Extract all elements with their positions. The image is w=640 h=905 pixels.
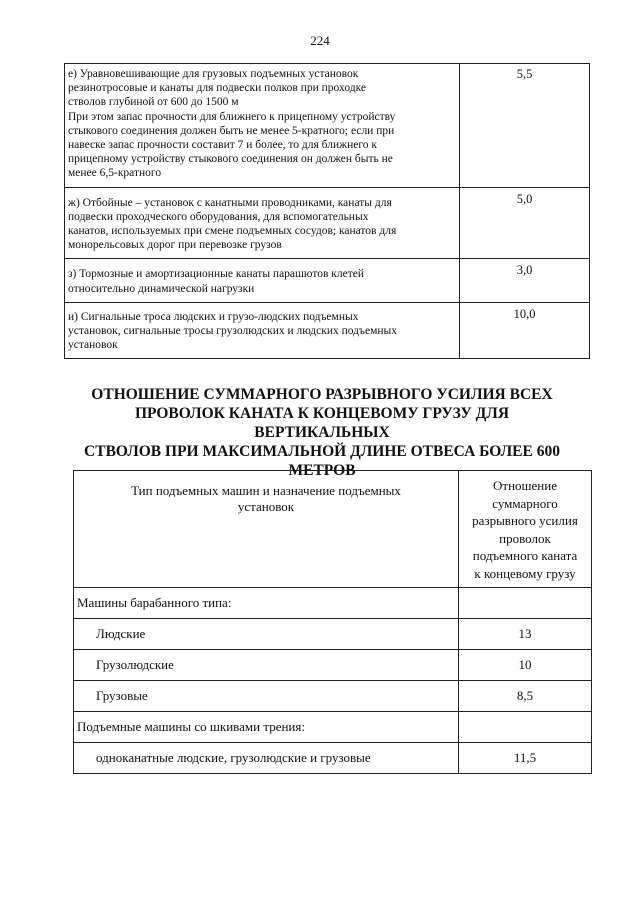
table-row <box>74 742 592 773</box>
text-line: навеске запас прочности составит 7 и более, то для ближнего к <box>68 139 377 152</box>
row-value: 3,0 <box>460 259 590 302</box>
text-line: При этом запас прочности для ближнего к прицепному устройству <box>68 110 396 123</box>
text-line: установок, сигнальные тросы грузолюдских и людских подъемных <box>68 325 397 338</box>
row-value <box>459 587 592 618</box>
text-line: прицепному устройству стыкового соединения он должен быть не <box>68 153 393 166</box>
table-row <box>65 302 590 359</box>
text-line: подвески проходческого оборудования, для вспомогательных <box>68 210 369 223</box>
safety-factor-table <box>64 63 590 359</box>
header-line: разрывного усилия <box>472 513 578 529</box>
text-line: канатов, используемых при смене подъемных сосудов; канатов для <box>68 225 397 238</box>
row-value: 13 <box>459 618 592 649</box>
heading-line: ПРОВОЛОК КАНАТА К КОНЦЕВОМУ ГРУЗУ ДЛЯ ВЕРТИКАЛЬНЫХ <box>134 405 510 441</box>
column-header-ratio <box>459 471 592 588</box>
text-line: е) Уравновешивающие для грузовых подъемных установок <box>68 68 359 80</box>
text-line: ж) Отбойные – установок с канатными проводниками, канаты для <box>68 196 392 209</box>
text-line: относительно динамической нагрузки <box>68 282 255 295</box>
table-row <box>74 618 592 649</box>
row-label: одноканатные людские, грузолюдские и грузовые <box>74 742 459 773</box>
header-line: подъемного каната <box>472 548 578 564</box>
table-row <box>65 187 590 259</box>
row-value: 10 <box>459 649 592 680</box>
header-line: к концевому грузу <box>474 565 576 581</box>
header-line: Отношение <box>493 478 557 493</box>
heading-line: СТВОЛОВ ПРИ МАКСИМАЛЬНОЙ ДЛИНЕ ОТВЕСА БОЛЕЕ 600 <box>84 443 560 460</box>
table-row <box>74 649 592 680</box>
header-line: установок <box>237 499 295 514</box>
text-line: резинотросовые и канаты для подвески полков при проходке <box>68 82 367 95</box>
row-description <box>65 64 460 188</box>
heading-line: ОТНОШЕНИЕ СУММАРНОГО РАЗРЫВНОГО УСИЛИЯ ВСЕХ <box>91 386 553 403</box>
text-line: менее 6,5-кратного <box>68 167 162 180</box>
text-line: стыкового соединения должен быть не менее 5-кратного; если при <box>68 124 395 137</box>
table-row <box>74 587 592 618</box>
row-label: Людские <box>74 618 459 649</box>
table-row <box>74 711 592 742</box>
table-row <box>65 259 590 302</box>
text-line: з) Тормозные и амортизационные канаты парашютов клетей <box>68 268 364 281</box>
table-row <box>74 680 592 711</box>
text-line: установок <box>68 339 118 352</box>
row-description <box>65 187 460 259</box>
page-number: 224 <box>310 33 330 48</box>
text-line: и) Сигнальные троса людских и грузо-людских подъемных <box>68 310 359 323</box>
row-value: 5,0 <box>460 187 590 259</box>
heading-line: МЕТРОВ <box>288 462 356 479</box>
row-value: 5,5 <box>460 64 590 188</box>
row-description <box>65 259 460 302</box>
row-value: 10,0 <box>460 302 590 359</box>
section-heading <box>72 385 572 480</box>
row-value: 8,5 <box>459 680 592 711</box>
group-label: Машины барабанного типа: <box>74 587 459 618</box>
row-description <box>65 302 460 359</box>
header-line: Тип подъемных машин и назначение подъемных <box>131 483 401 498</box>
row-label: Грузовые <box>74 680 459 711</box>
header-line: суммарного <box>492 495 558 511</box>
text-line: монорельсовых дорог при перевозке грузов <box>68 239 282 252</box>
row-label: Грузолюдские <box>74 649 459 680</box>
table-header-row <box>74 471 592 588</box>
table-row <box>65 64 590 188</box>
header-line: проволок <box>499 530 551 546</box>
group-label: Подъемные машины со шкивами трения: <box>74 711 459 742</box>
row-value: 11,5 <box>459 742 592 773</box>
text-line: стволов глубиной от 600 до 1500 м <box>68 96 239 109</box>
breaking-force-ratio-table <box>73 470 592 774</box>
column-header-type <box>74 471 459 588</box>
row-value <box>459 711 592 742</box>
